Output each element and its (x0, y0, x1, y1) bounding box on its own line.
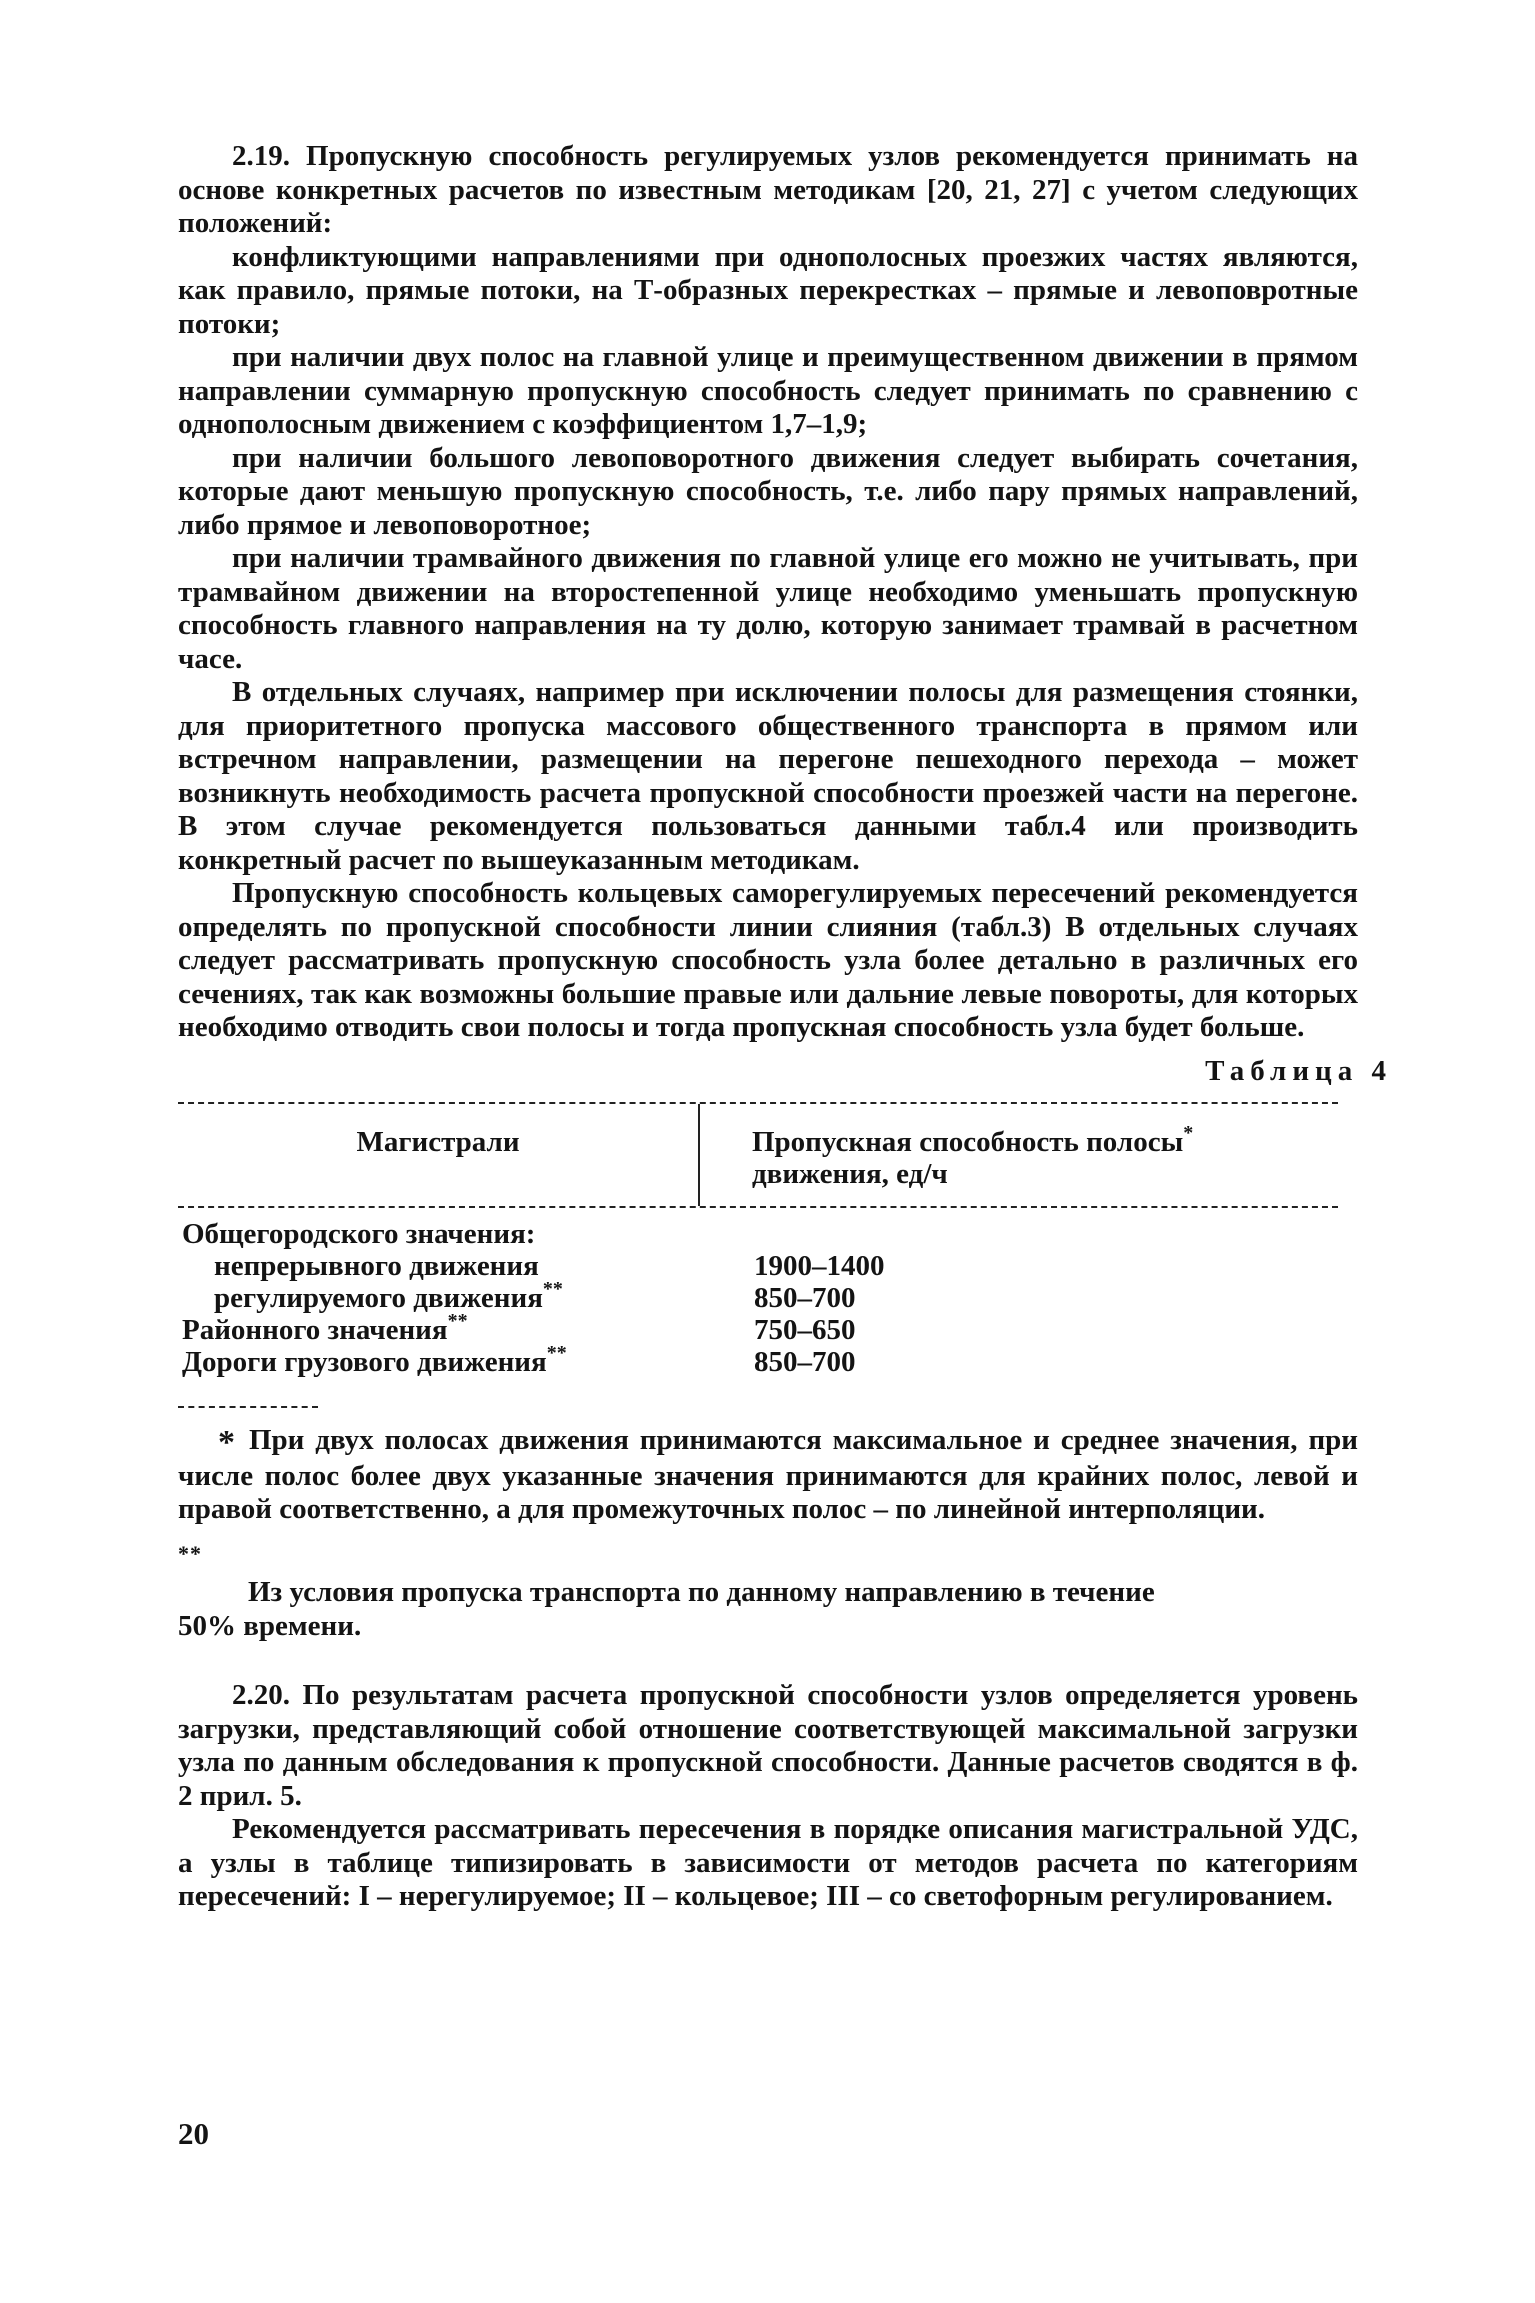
list-item: при наличии трамвайного движения по главной улице его можно не учитывать, при трамвайном движении на второстепенной улице необходимо уменьшать пропускную способность главного направления на ту долю, которую занимает трамвай в расчетном часе. (178, 542, 1358, 675)
table-header (178, 1104, 1338, 1206)
table-row (178, 1218, 1338, 1250)
footnote-mark: * (1183, 1122, 1194, 1144)
page-number: 20 (178, 2116, 209, 2151)
table-row (178, 1250, 1338, 1282)
table-caption: Таблица 4 (1205, 1054, 1392, 1087)
footnote-mark: * (218, 1424, 235, 1461)
row-label: регулируемого движения** (214, 1278, 563, 1314)
table-body (178, 1208, 1338, 1378)
section-number: 2.19. (232, 140, 290, 172)
section-2-20: 2.20. По результатам расчета пропускной способности узлов определяется уровень загрузки, представляющий собой отношение соответствующей максимальной загрузки узла по данным обследования к пропускной способности. Данные расчетов сводятся в ф. 2 прил. 5. (178, 1679, 1358, 1812)
table-row (178, 1342, 1338, 1378)
footnote-2-continuation: 50% времени. (178, 1609, 362, 1642)
row-value: 750–650 (754, 1314, 856, 1346)
footnote-2: Из условия пропуска транспорта по данному направлению в течение (248, 1576, 1155, 1608)
table-row (178, 1310, 1338, 1346)
column-header-roads: Магистрали (178, 1104, 700, 1206)
document-page (178, 140, 1392, 1914)
footnote-mark: ** (178, 1540, 202, 1566)
row-value: 850–700 (754, 1282, 856, 1314)
row-label: Районного значения** (182, 1310, 468, 1346)
table-4 (178, 1102, 1338, 1378)
row-label: непрерывного движения (214, 1250, 539, 1282)
footnote-rule (178, 1406, 318, 1408)
footnote-1: * При двух полосах движения принимаются максимальное и среднее значения, при числе полос более двух указанные значения принимаются для крайних полос, левой и правой соответственно, а для промежуточных полос – по линейной интерполяции. (178, 1424, 1358, 1525)
footnotes (178, 1406, 1358, 1643)
list-item: конфликтующими направлениями при однополосных проезжих частях являются, как правило, прямые потоки, на Т-образных перекрестках – прямые и левоповротные потоки; (178, 240, 1358, 340)
section-2-19-intro: 2.19. Пропускную способность регулируемых узлов рекомендуется принимать на основе конкретных расчетов по известным методикам [20, 21, 27] с учетом следующих положений: (178, 140, 1359, 239)
paragraph: Рекомендуется рассматривать пересечения в порядке описания магистральной УДС, а узлы в таблице типизировать в зависимости от методов расчета по категориям пересечений: I – нерегулируемое; II – кольцевое; III – со светофорным регулированием. (178, 1813, 1358, 1912)
section-number: 2.20. (232, 1679, 290, 1711)
row-label: Дороги грузового движения** (182, 1342, 567, 1378)
row-value: 1900–1400 (754, 1250, 885, 1282)
paragraph: В отдельных случаях, например при исключении полосы для размещения стоянки, для приоритетного пропуска массового общественного транспорта в прямом или встречном направлении, размещении на перегоне пешеходного перехода – может возникнуть необходимость расчета пропускной способности проезжей части на перегоне. В этом случае рекомендуется пользоваться данными табл.4 или производить конкретный расчет по вышеуказанным методикам. (178, 676, 1358, 876)
group-label: Общегородского значения: (182, 1218, 536, 1250)
list-item: при наличии двух полос на главной улице и преимущественном движении в прямом направлении суммарную пропускную способность следует принимать по сравнению с однополосным движением с коэффициентом 1,7–1,9; (178, 341, 1358, 440)
list-item: при наличии большого левоповоротного движения следует выбирать сочетания, которые дают меньшую пропускную способность, т.е. либо пару прямых направлений, либо прямое и левоповоротное; (178, 441, 1358, 541)
table-row (178, 1278, 1338, 1314)
row-value: 850–700 (754, 1346, 856, 1378)
paragraph: Пропускную способность кольцевых саморегулируемых пересечений рекомендуется определять по пропускной способности линии слияния (табл.3) В отдельных случаях следует рассматривать пропускную способность узла более детально в различных его сечениях, так как возможны большие правые или дальние левые повороты, для которых необходимо отводить свои полосы и тогда пропускная способность узла будет больше. (178, 877, 1358, 1043)
column-header-capacity: Пропускная способность полосы* движения, ед/ч (752, 1122, 1194, 1190)
